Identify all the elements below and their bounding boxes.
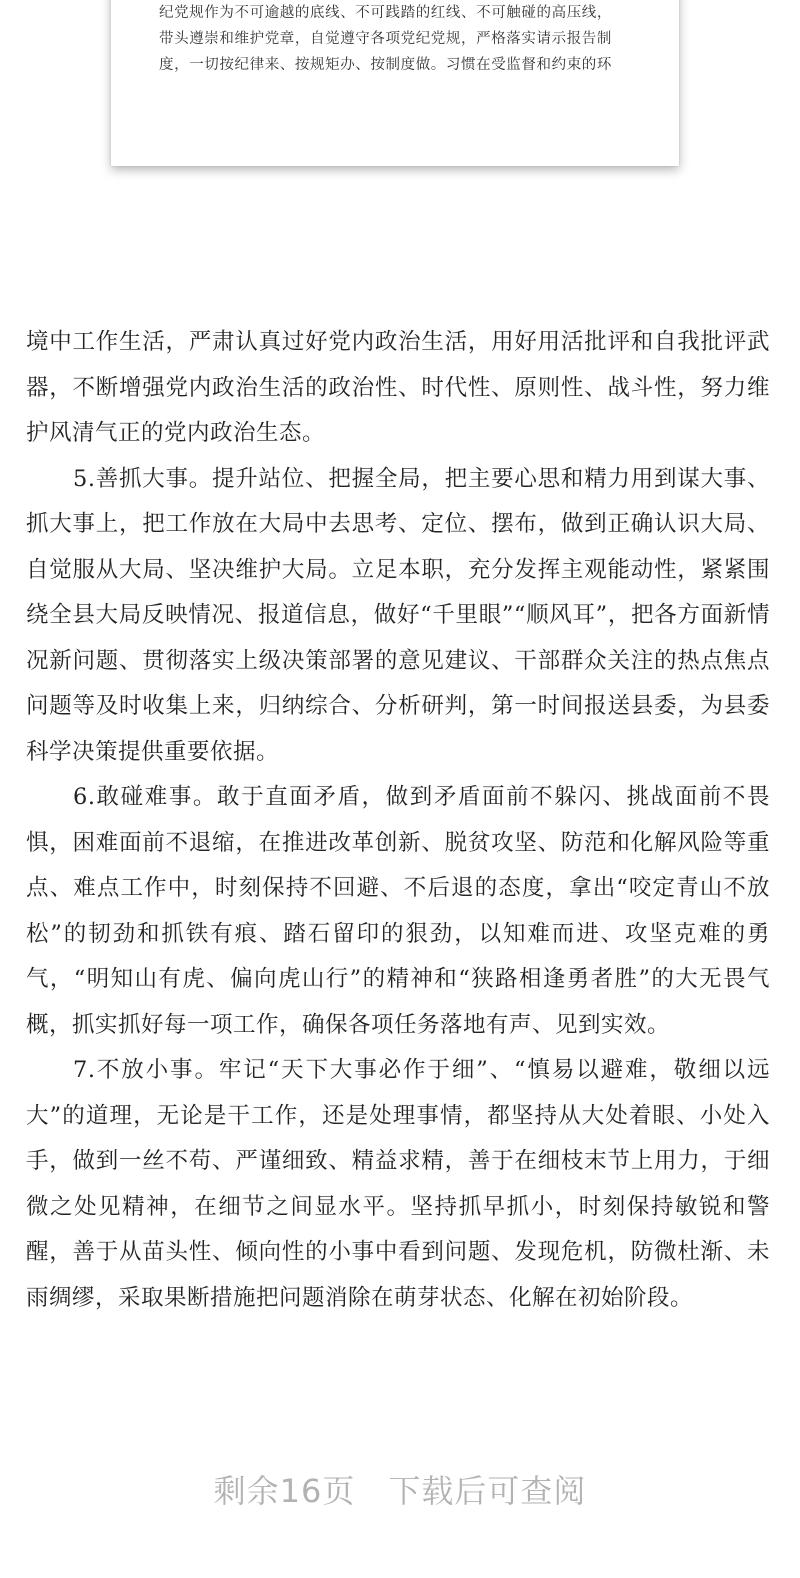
page-preview-card — [111, 0, 679, 166]
preview-text-line: 纪党规作为不可逾越的底线、不可践踏的红线、不可触碰的高压线， — [159, 5, 612, 21]
paragraph-section-6: 6.敢碰难事。敢于直面矛盾，做到矛盾面前不躲闪、挑战面前不畏惧，困难面前不退缩，在推进改革创新、脱贫攻坚、防范和化解风险等重点、难点工作中，时刻保持不回避、不后退的态度，拿出“咬定青山不放松”的韧劲和抓铁有痕、踏石留印的狠劲，以知难而进、攻坚克难的勇气，“明知山有虎、偏向虎山行”的精神和“狭路相逢勇者胜”的大无畏气概，抓实抓好每一项工作，确保各项任务落地有声、见到实效。 — [26, 784, 770, 1038]
preview-text-line: 带头遵崇和维护党章，自觉遵守各项党纪党规，严格落实请示报告制 — [159, 31, 612, 47]
paragraph-continuation: 境中工作生活，严肃认真过好党内政治生活，用好用活批评和自我批评武器，不断增强党内政治生活的政治性、时代性、原则性、战斗性，努力维护风清气正的党内政治生态。 — [26, 329, 770, 446]
paragraph-section-7: 7.不放小事。牢记“天下大事必作于细”、“慎易以避难，敬细以远大”的道理，无论是干工作，还是处理事情，都坚持从大处着眼、小处入手，做到一丝不苟、严谨细致、精益求精，善于在细枝末节上用力，于细微之处见精神，在细节之间显水平。坚持抓早抓小，时刻保持敏锐和警醒，善于从苗头性、倾向性的小事中看到问题、发现危机，防微杜渐、未雨绸缪，采取果断措施把问题消除在萌芽状态、化解在初始阶段。 — [26, 1057, 770, 1311]
document-body — [26, 320, 770, 1321]
paragraph-section-5: 5.善抓大事。提升站位、把握全局，把主要心思和精力用到谋大事、抓大事上，把工作放在大局中去思考、定位、摆布，做到正确认识大局、自觉服从大局、坚决维护大局。立足本职，充分发挥主观能动性，紧紧围绕全县大局反映情况、报道信息，做好“千里眼”“顺风耳”，把各方面新情况新问题、贯彻落实上级决策部署的意见建议、干部群众关注的热点焦点问题等及时收集上来，归纳综合、分析研判，第一时间报送县委，为县委科学决策提供重要依据。 — [26, 465, 770, 765]
remaining-pages-notice[interactable]: 剩余16页 下载后可查阅 — [213, 1472, 587, 1510]
preview-text-line: 度，一切按纪律来、按规矩办、按制度做。习惯在受监督和约束的环 — [159, 57, 612, 73]
